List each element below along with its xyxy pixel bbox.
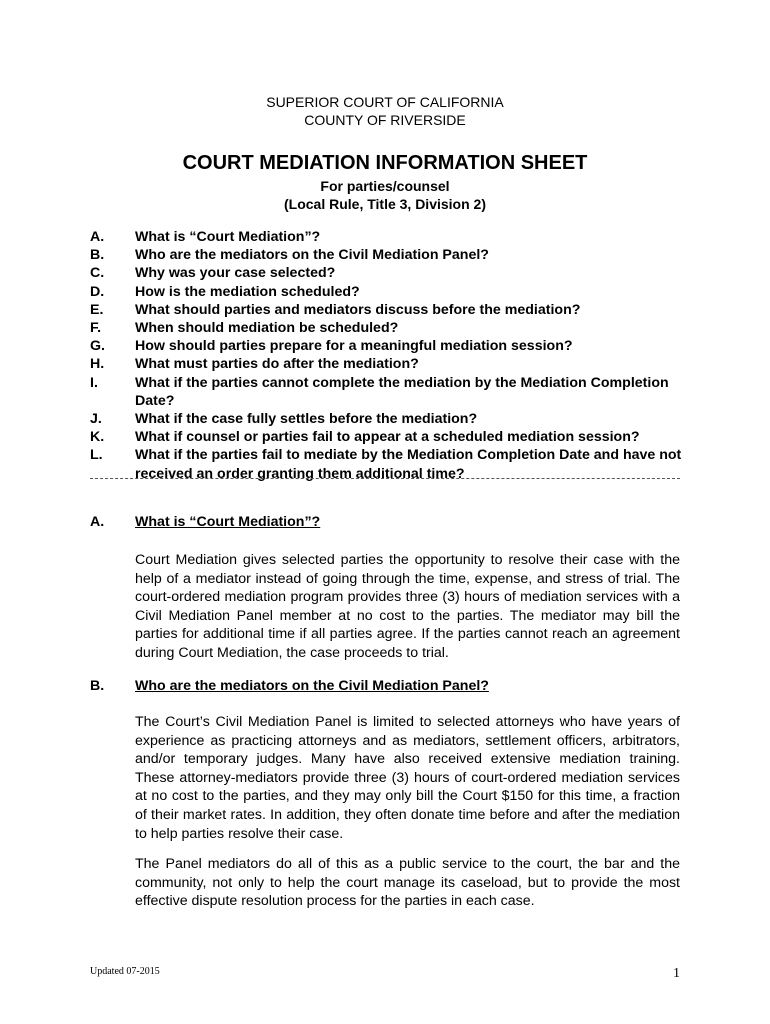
section-a-paragraph: Court Mediation gives selected parties the opportunity to resolve their case with the help of a mediator instead of going through the time, expense, and stress of trial. The court-ordered mediation program provides three (3) hours of mediation services with a Civil Mediation Panel member at no cost to the parties. The mediator may bill the parties for additional time if all parties agree. If the parties cannot reach an agreement during Court Mediation, the case proceeds to trial. <box>135 552 680 661</box>
toc-item <box>90 301 690 319</box>
toc-text: Who are the mediators on the Civil Mediation Panel? <box>135 247 489 264</box>
toc-letter: C. <box>90 265 105 282</box>
county-name: COUNTY OF RIVERSIDE <box>304 112 466 128</box>
section-b-paragraph: The Panel mediators do all of this as a public service to the court, the bar and the community, not only to help the court manage its caseload, but to provide the most effective dispute resolution process for the parties in each case. <box>135 856 680 910</box>
toc-text: What if counsel or parties fail to appear at a scheduled mediation session? <box>135 429 640 446</box>
toc-text: What if the parties fail to mediate by the Mediation Completion Date and have not received an order granting them additional time? <box>135 447 682 482</box>
toc-text: What should parties and mediators discuss before the mediation? <box>135 301 581 318</box>
page-number: 1 <box>673 966 680 981</box>
toc-text: What if the case fully settles before the mediation? <box>135 411 478 428</box>
toc-letter: G. <box>90 338 105 355</box>
toc-letter: A. <box>90 229 105 245</box>
section-a-heading <box>90 514 320 530</box>
toc-letter: B. <box>90 247 105 264</box>
section-letter: A. <box>90 514 105 530</box>
toc-item <box>90 246 690 264</box>
page-title: COURT MEDIATION INFORMATION SHEET <box>182 152 588 174</box>
toc-text: How should parties prepare for a meaningful mediation session? <box>135 338 573 355</box>
toc-letter: F. <box>90 320 102 337</box>
toc-letter: J. <box>90 411 102 428</box>
toc-item <box>90 355 690 373</box>
toc-text: Why was your case selected? <box>135 265 336 282</box>
toc-letter: L. <box>90 447 103 464</box>
toc-text: What if the parties cannot complete the mediation by the Mediation Completion Date? <box>135 374 669 409</box>
updated-date: Updated 07-2015 <box>90 966 160 977</box>
toc-item <box>90 264 690 282</box>
toc-item <box>90 283 690 301</box>
toc-item <box>90 337 690 355</box>
toc-item <box>90 428 690 446</box>
rule-reference: (Local Rule, Title 3, Division 2) <box>283 196 486 212</box>
table-of-contents <box>90 228 690 483</box>
toc-letter: D. <box>90 283 105 300</box>
toc-text: How is the mediation scheduled? <box>135 283 360 300</box>
section-b-paragraph: The Court’s Civil Mediation Panel is limited to selected attorneys who have years of experience as practicing attorneys and as mediators, settlement officers, arbitrators, and/or temporary judges. Many have also received extensive mediation training. These attorney-mediators provide three (3) hours of court-ordered mediation services at no cost to the parties, and they may only bill the Court $150 for this time, a fraction of their market rates. In addition, they often donate time before and after the mediation to help parties resolve their case. <box>135 714 680 842</box>
section-title: Who are the mediators on the Civil Mediation Panel? <box>135 678 489 694</box>
toc-letter: H. <box>90 356 105 373</box>
toc-letter: E. <box>90 301 104 318</box>
toc-text: When should mediation be scheduled? <box>135 320 399 337</box>
section-b-heading <box>90 678 489 694</box>
toc-text: What must parties do after the mediation? <box>135 356 419 373</box>
subtitle: For parties/counsel <box>320 178 450 194</box>
toc-letter: I. <box>90 374 98 391</box>
toc-item <box>90 228 690 246</box>
section-title: What is “Court Mediation”? <box>135 514 321 530</box>
court-name: SUPERIOR COURT OF CALIFORNIA <box>266 94 504 110</box>
toc-item <box>90 374 690 410</box>
toc-item <box>90 319 690 337</box>
section-letter: B. <box>90 678 105 694</box>
toc-text: What is “Court Mediation”? <box>135 229 321 245</box>
dashed-divider <box>90 478 680 479</box>
toc-item <box>90 410 690 428</box>
toc-letter: K. <box>90 429 105 446</box>
